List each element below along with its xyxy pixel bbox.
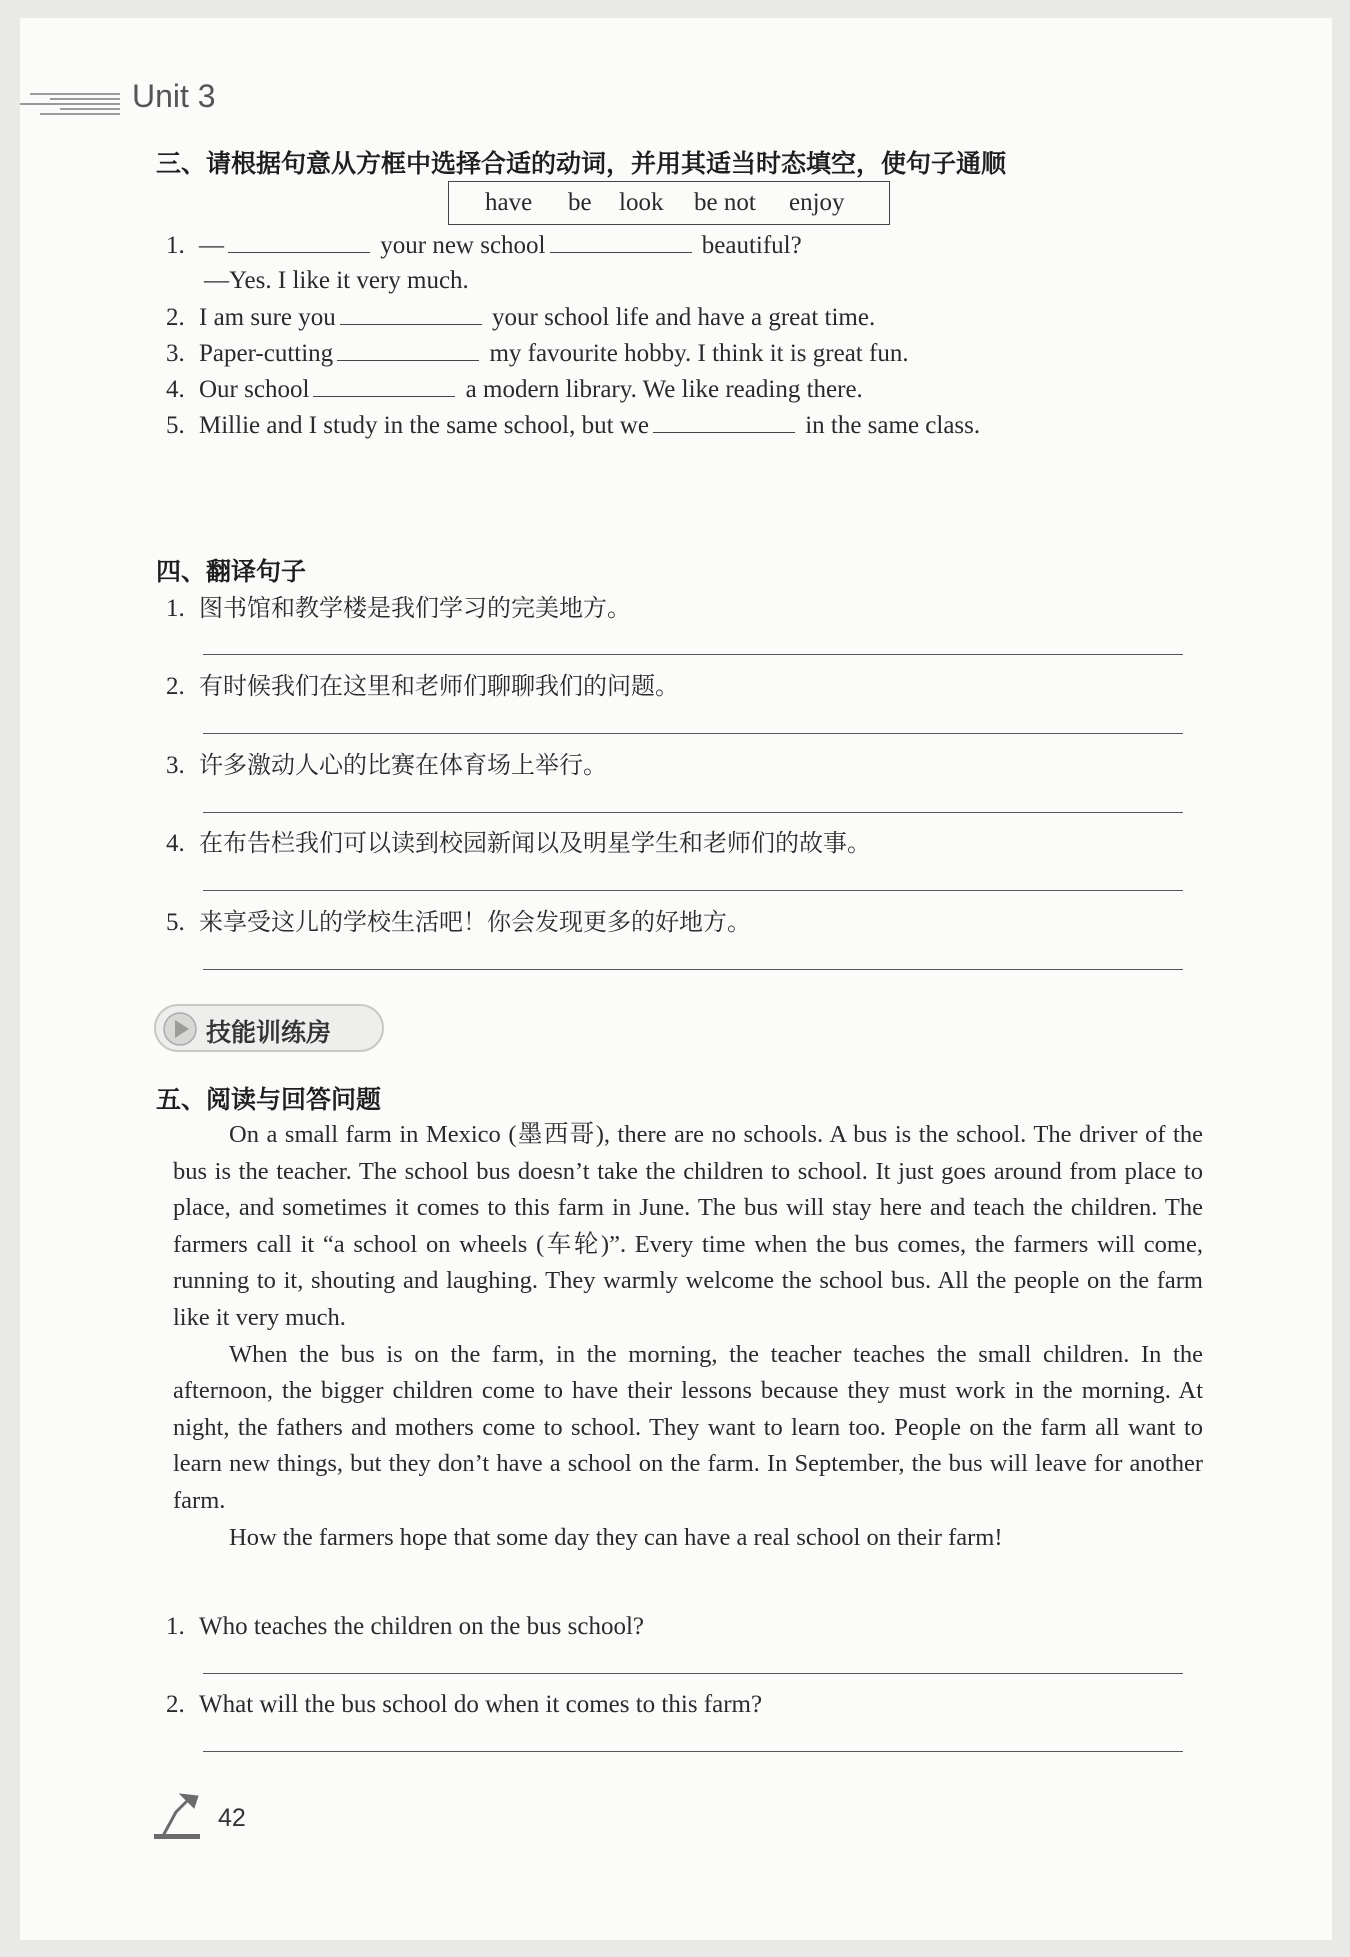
answer-line[interactable] — [203, 1751, 1183, 1752]
answer-blank[interactable] — [313, 372, 455, 397]
answer-blank[interactable] — [653, 408, 795, 433]
desk-lamp-icon — [150, 1790, 210, 1842]
reading-passage — [173, 1117, 1203, 1556]
word-enjoy: enjoy — [789, 189, 845, 216]
section5-heading: 五、阅读与回答问题 — [156, 1085, 382, 1114]
answer-line[interactable] — [203, 1673, 1183, 1674]
play-icon — [162, 1011, 198, 1047]
passage-paragraph-3: How the farmers hope that some day they can have a real school on their farm! — [229, 1523, 1003, 1551]
answer-line[interactable] — [203, 890, 1183, 891]
s4-item-2: 2. 有时候我们在这里和老师们聊聊我们的问题。 — [166, 672, 679, 700]
s3-item-1-reply: —Yes. I like it very much. — [204, 267, 469, 294]
s4-item-4: 4. 在布告栏我们可以读到校园新闻以及明星学生和老师们的故事。 — [166, 829, 871, 857]
s4-item-1: 1. 图书馆和教学楼是我们学习的完美地方。 — [166, 594, 631, 622]
passage-paragraph-2: When the bus is on the farm, in the morning, the teacher teaches the small children. In the afternoon, the bigger children come to have their lessons because they must work in the morning. At night, the fathers and mothers come to school. They want to learn too. People on the farm all want to learn new things, but they don’t have a school on the farm. In September, the bus will leave for another farm. — [173, 1340, 1203, 1514]
answer-blank[interactable] — [340, 300, 482, 325]
answer-line[interactable] — [203, 654, 1183, 655]
section3-heading: 三、请根据句意从方框中选择合适的动词，并用其适当时态填空，使句子通顺 — [156, 149, 1007, 178]
skills-label: 技能训练房 — [206, 1018, 332, 1047]
word-look: look — [619, 189, 664, 216]
s4-item-3: 3. 许多激动人心的比赛在体育场上举行。 — [166, 751, 607, 779]
answer-blank[interactable] — [228, 228, 370, 253]
s3-item-2: 2. I am sure you your school life and have a great time. — [166, 300, 875, 335]
section4-heading: 四、翻译句子 — [156, 557, 307, 586]
answer-line[interactable] — [203, 969, 1183, 970]
word-have: have — [485, 189, 533, 216]
unit-title: Unit 3 — [132, 78, 216, 114]
answer-line[interactable] — [203, 733, 1183, 734]
passage-paragraph-1: On a small farm in Mexico (墨西哥), there are no schools. A bus is the school. The driver of the bus is the teacher. The school bus doesn’t take the children to school. It just goes around from place to place, and sometimes it comes to this farm in June. The bus will stay here and teach the children. The farmers call it “a school on wheels (车轮)”. Every time when the bus comes, the farmers will come, running to it, shouting and laughing. They warmly welcome the school bus. All the people on the farm like it very much. — [173, 1121, 1203, 1331]
page-number: 42 — [218, 1804, 246, 1832]
s5-question-1: 1. Who teaches the children on the bus school? — [166, 1613, 644, 1640]
s3-item-4: 4. Our school a modern library. We like reading there. — [166, 372, 863, 407]
s4-item-5: 5. 来享受这儿的学校生活吧！你会发现更多的好地方。 — [166, 908, 751, 936]
skills-banner — [154, 1004, 384, 1052]
header-speed-lines — [20, 88, 128, 118]
answer-line[interactable] — [203, 812, 1183, 813]
s3-item-5: 5. Millie and I study in the same school, but we in the same class. — [166, 408, 980, 443]
word-box — [448, 181, 890, 225]
word-be-not: be not — [694, 189, 756, 216]
s3-item-3: 3. Paper-cutting my favourite hobby. I think it is great fun. — [166, 336, 909, 371]
s5-question-2: 2. What will the bus school do when it comes to this farm? — [166, 1691, 763, 1718]
answer-blank[interactable] — [550, 228, 692, 253]
word-be: be — [568, 189, 592, 216]
answer-blank[interactable] — [337, 336, 479, 361]
workbook-page — [20, 18, 1332, 1940]
s3-item-1: 1. — your new school beautiful? — [166, 228, 802, 263]
